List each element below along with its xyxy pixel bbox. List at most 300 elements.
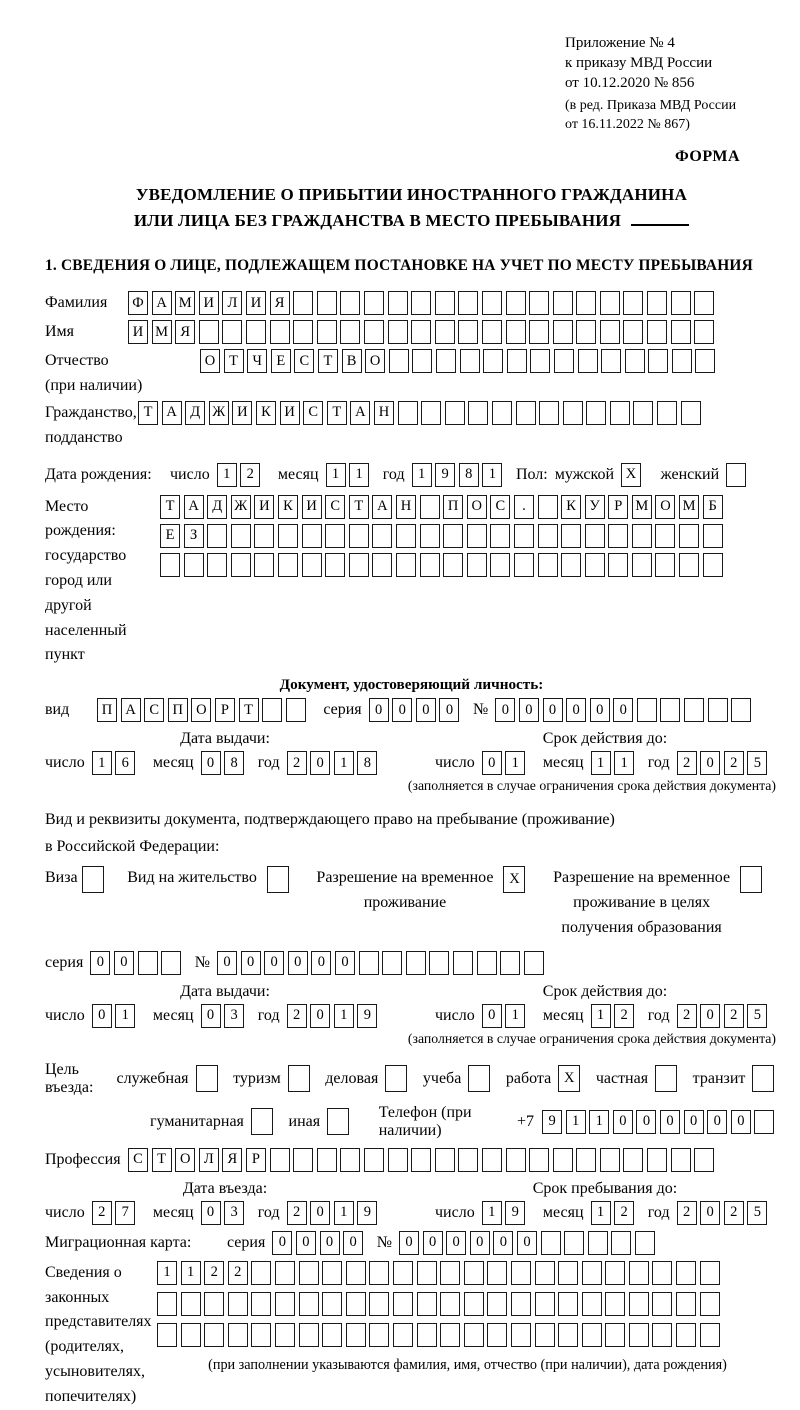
form-cell[interactable] [554,349,574,373]
form-cell[interactable] [623,1148,643,1172]
form-cell[interactable]: 0 [543,698,563,722]
form-cell[interactable] [443,524,463,548]
form-cell[interactable] [325,524,345,548]
form-cell[interactable]: 8 [224,751,244,775]
form-cell[interactable] [411,320,431,344]
form-cell[interactable] [254,524,274,548]
form-cell[interactable]: 8 [357,751,377,775]
form-cell[interactable]: М [152,320,172,344]
form-cell[interactable]: А [152,291,172,315]
form-cell[interactable] [420,553,440,577]
form-cell[interactable]: Т [349,495,369,519]
form-cell[interactable]: Т [152,1148,172,1172]
form-cell[interactable] [633,401,653,425]
form-cell[interactable] [482,1148,502,1172]
form-cell[interactable] [349,553,369,577]
form-cell[interactable]: 0 [613,1110,633,1134]
form-cell[interactable] [246,320,266,344]
form-cell[interactable]: 0 [311,951,331,975]
form-cell[interactable] [199,320,219,344]
form-cell[interactable] [535,1261,555,1285]
form-cell[interactable] [477,951,497,975]
form-cell[interactable] [464,1323,484,1347]
form-cell[interactable]: 0 [519,698,539,722]
form-cell[interactable] [412,349,432,373]
form-cell[interactable]: 1 [591,1004,611,1028]
form-cell[interactable] [421,401,441,425]
form-cell[interactable] [637,698,657,722]
form-cell[interactable] [346,1292,366,1316]
form-cell[interactable] [671,291,691,315]
form-cell[interactable] [700,1261,720,1285]
form-cell[interactable]: 6 [115,751,135,775]
form-cell[interactable] [181,1323,201,1347]
form-cell[interactable] [440,1261,460,1285]
form-cell[interactable]: В [342,349,362,373]
form-cell[interactable]: С [294,349,314,373]
form-cell[interactable] [440,1292,460,1316]
form-cell[interactable]: 2 [677,751,697,775]
form-cell[interactable] [652,1323,672,1347]
form-cell[interactable] [601,349,621,373]
form-cell[interactable] [267,866,289,893]
form-cell[interactable] [369,1323,389,1347]
form-cell[interactable] [464,1292,484,1316]
form-cell[interactable] [393,1323,413,1347]
form-cell[interactable] [514,553,534,577]
form-cell[interactable]: М [679,495,699,519]
form-cell[interactable] [585,553,605,577]
form-cell[interactable] [372,553,392,577]
form-cell[interactable]: 0 [90,951,110,975]
form-cell[interactable] [585,524,605,548]
form-cell[interactable] [576,320,596,344]
form-cell[interactable]: 2 [287,1201,307,1225]
form-cell[interactable] [458,291,478,315]
form-cell[interactable]: Н [396,495,416,519]
form-cell[interactable] [393,1261,413,1285]
form-cell[interactable] [275,1292,295,1316]
form-cell[interactable] [635,1231,655,1255]
form-cell[interactable] [610,401,630,425]
form-cell[interactable] [605,1292,625,1316]
form-cell[interactable]: К [256,401,276,425]
form-cell[interactable] [511,1292,531,1316]
form-cell[interactable] [629,1292,649,1316]
form-cell[interactable]: О [655,495,675,519]
form-cell[interactable] [752,1065,774,1092]
form-cell[interactable] [389,349,409,373]
form-cell[interactable] [553,320,573,344]
form-cell[interactable]: М [175,291,195,315]
form-cell[interactable]: 0 [310,751,330,775]
form-cell[interactable] [487,1261,507,1285]
form-cell[interactable] [161,951,181,975]
form-cell[interactable]: X [503,866,525,893]
form-cell[interactable]: М [632,495,652,519]
form-cell[interactable]: С [303,401,323,425]
form-cell[interactable]: 5 [747,1004,767,1028]
form-cell[interactable] [529,320,549,344]
form-cell[interactable] [676,1261,696,1285]
form-cell[interactable]: Т [224,349,244,373]
form-cell[interactable] [275,1323,295,1347]
form-cell[interactable]: 2 [724,1004,744,1028]
form-cell[interactable]: 1 [566,1110,586,1134]
form-cell[interactable]: 5 [747,751,767,775]
form-cell[interactable]: 0 [446,1231,466,1255]
form-cell[interactable]: 1 [326,463,346,487]
form-cell[interactable]: С [144,698,164,722]
form-cell[interactable] [346,1323,366,1347]
form-cell[interactable] [558,1323,578,1347]
form-cell[interactable]: 0 [700,751,720,775]
form-cell[interactable]: 1 [482,1201,502,1225]
form-cell[interactable] [322,1323,342,1347]
form-cell[interactable]: 1 [614,751,634,775]
form-cell[interactable] [396,524,416,548]
form-cell[interactable] [385,1065,407,1092]
form-cell[interactable] [629,1261,649,1285]
form-cell[interactable] [420,524,440,548]
form-cell[interactable] [695,349,715,373]
form-cell[interactable] [302,524,322,548]
form-cell[interactable] [406,951,426,975]
form-cell[interactable]: И [128,320,148,344]
form-cell[interactable] [611,1231,631,1255]
form-cell[interactable] [270,320,290,344]
form-cell[interactable]: 1 [412,463,432,487]
form-cell[interactable] [514,524,534,548]
form-cell[interactable]: С [325,495,345,519]
form-cell[interactable]: Е [160,524,180,548]
form-cell[interactable]: 0 [264,951,284,975]
form-cell[interactable]: 2 [92,1201,112,1225]
form-cell[interactable]: 3 [224,1004,244,1028]
form-cell[interactable] [506,291,526,315]
form-cell[interactable]: А [184,495,204,519]
form-cell[interactable] [506,320,526,344]
form-cell[interactable] [564,1231,584,1255]
form-cell[interactable] [539,401,559,425]
form-cell[interactable]: 1 [181,1261,201,1285]
form-cell[interactable]: 0 [201,1201,221,1225]
form-cell[interactable]: 1 [334,1004,354,1028]
form-cell[interactable]: 0 [369,698,389,722]
form-cell[interactable] [671,1148,691,1172]
form-cell[interactable] [429,951,449,975]
form-cell[interactable]: И [246,291,266,315]
form-cell[interactable] [672,349,692,373]
form-cell[interactable]: 1 [591,751,611,775]
form-cell[interactable] [608,524,628,548]
form-cell[interactable] [538,553,558,577]
form-cell[interactable] [538,495,558,519]
form-cell[interactable]: 1 [482,463,502,487]
form-cell[interactable] [731,698,751,722]
form-cell[interactable] [582,1261,602,1285]
form-cell[interactable] [228,1323,248,1347]
form-cell[interactable] [467,553,487,577]
form-cell[interactable]: С [490,495,510,519]
form-cell[interactable] [160,553,180,577]
form-cell[interactable] [511,1261,531,1285]
form-cell[interactable]: О [467,495,487,519]
form-cell[interactable] [703,524,723,548]
form-cell[interactable] [302,553,322,577]
form-cell[interactable] [492,401,512,425]
form-cell[interactable] [487,1323,507,1347]
form-cell[interactable] [222,320,242,344]
form-cell[interactable] [740,866,762,893]
form-cell[interactable] [417,1292,437,1316]
form-cell[interactable] [647,1148,667,1172]
form-cell[interactable]: Я [175,320,195,344]
form-cell[interactable]: 1 [334,1201,354,1225]
form-cell[interactable] [317,291,337,315]
form-cell[interactable]: С [128,1148,148,1172]
form-cell[interactable]: П [443,495,463,519]
form-cell[interactable]: 0 [320,1231,340,1255]
form-cell[interactable] [327,1108,349,1135]
form-cell[interactable] [676,1292,696,1316]
form-cell[interactable]: Я [222,1148,242,1172]
form-cell[interactable]: 0 [272,1231,292,1255]
form-cell[interactable]: . [514,495,534,519]
form-cell[interactable]: 0 [201,1004,221,1028]
form-cell[interactable] [317,320,337,344]
form-cell[interactable] [251,1261,271,1285]
form-cell[interactable]: 0 [423,1231,443,1255]
form-cell[interactable] [340,1148,360,1172]
form-cell[interactable] [694,1148,714,1172]
form-cell[interactable]: 0 [439,698,459,722]
form-cell[interactable] [500,951,520,975]
form-cell[interactable] [576,1148,596,1172]
form-cell[interactable]: 0 [482,751,502,775]
form-cell[interactable]: 1 [115,1004,135,1028]
form-cell[interactable] [629,1323,649,1347]
form-cell[interactable]: Р [215,698,235,722]
form-cell[interactable] [231,553,251,577]
form-cell[interactable]: 2 [614,1201,634,1225]
form-cell[interactable]: 0 [707,1110,727,1134]
form-cell[interactable] [487,1292,507,1316]
form-cell[interactable] [293,320,313,344]
form-cell[interactable]: 0 [700,1201,720,1225]
form-cell[interactable] [346,1261,366,1285]
form-cell[interactable]: 0 [288,951,308,975]
form-cell[interactable] [632,553,652,577]
form-cell[interactable] [586,401,606,425]
form-cell[interactable] [340,291,360,315]
form-cell[interactable]: О [200,349,220,373]
form-cell[interactable]: 7 [115,1201,135,1225]
form-cell[interactable]: 2 [228,1261,248,1285]
form-cell[interactable] [458,1148,478,1172]
form-cell[interactable] [700,1323,720,1347]
form-cell[interactable]: И [254,495,274,519]
form-cell[interactable]: 8 [459,463,479,487]
form-cell[interactable]: 0 [731,1110,751,1134]
form-cell[interactable]: О [175,1148,195,1172]
form-cell[interactable] [396,553,416,577]
form-cell[interactable] [359,951,379,975]
form-cell[interactable]: 0 [613,698,633,722]
form-cell[interactable] [369,1292,389,1316]
form-cell[interactable]: Т [239,698,259,722]
form-cell[interactable] [262,698,282,722]
form-cell[interactable] [623,291,643,315]
form-cell[interactable] [529,1148,549,1172]
form-cell[interactable] [582,1292,602,1316]
form-cell[interactable]: 1 [505,1004,525,1028]
form-cell[interactable] [388,1148,408,1172]
form-cell[interactable]: 0 [493,1231,513,1255]
form-cell[interactable] [228,1292,248,1316]
form-cell[interactable] [647,320,667,344]
form-cell[interactable] [684,698,704,722]
form-cell[interactable] [506,1148,526,1172]
form-cell[interactable] [553,1148,573,1172]
form-cell[interactable]: Б [703,495,723,519]
form-cell[interactable]: 1 [505,751,525,775]
form-cell[interactable] [623,320,643,344]
form-cell[interactable] [553,291,573,315]
form-cell[interactable] [325,553,345,577]
form-cell[interactable]: 1 [217,463,237,487]
form-cell[interactable] [207,524,227,548]
form-cell[interactable] [293,291,313,315]
form-cell[interactable]: 0 [636,1110,656,1134]
form-cell[interactable]: Н [374,401,394,425]
form-cell[interactable] [417,1261,437,1285]
form-cell[interactable] [288,1065,310,1092]
form-cell[interactable]: Р [246,1148,266,1172]
form-cell[interactable] [286,698,306,722]
form-cell[interactable] [600,1148,620,1172]
form-cell[interactable]: 0 [114,951,134,975]
form-cell[interactable] [436,349,456,373]
form-cell[interactable]: 1 [591,1201,611,1225]
form-cell[interactable] [251,1108,273,1135]
form-cell[interactable]: 2 [677,1004,697,1028]
form-cell[interactable] [655,524,675,548]
form-cell[interactable] [278,524,298,548]
form-cell[interactable]: 1 [92,751,112,775]
form-cell[interactable]: О [365,349,385,373]
form-cell[interactable]: П [97,698,117,722]
form-cell[interactable] [411,1148,431,1172]
form-cell[interactable]: 3 [224,1201,244,1225]
form-cell[interactable]: К [561,495,581,519]
form-cell[interactable] [483,349,503,373]
form-cell[interactable] [417,1323,437,1347]
form-cell[interactable] [541,1231,561,1255]
form-cell[interactable]: О [191,698,211,722]
form-cell[interactable] [600,291,620,315]
form-cell[interactable] [299,1323,319,1347]
form-cell[interactable] [578,349,598,373]
form-cell[interactable] [660,698,680,722]
form-cell[interactable] [278,553,298,577]
form-cell[interactable] [708,698,728,722]
form-cell[interactable] [82,866,104,893]
form-cell[interactable] [676,1323,696,1347]
form-cell[interactable]: 5 [747,1201,767,1225]
form-cell[interactable] [458,320,478,344]
form-cell[interactable] [535,1292,555,1316]
form-cell[interactable]: Ч [247,349,267,373]
form-cell[interactable] [694,320,714,344]
form-cell[interactable] [468,401,488,425]
form-cell[interactable] [608,553,628,577]
form-cell[interactable] [420,495,440,519]
form-cell[interactable]: Т [327,401,347,425]
form-cell[interactable]: 2 [287,751,307,775]
form-cell[interactable] [181,1292,201,1316]
form-cell[interactable] [507,349,527,373]
form-cell[interactable] [655,1065,677,1092]
form-cell[interactable] [445,401,465,425]
form-cell[interactable]: 9 [357,1201,377,1225]
form-cell[interactable] [204,1323,224,1347]
form-cell[interactable]: 0 [416,698,436,722]
form-cell[interactable]: 0 [201,751,221,775]
form-cell[interactable]: 2 [724,751,744,775]
form-cell[interactable] [582,1323,602,1347]
form-cell[interactable]: А [350,401,370,425]
form-cell[interactable]: Я [270,291,290,315]
form-cell[interactable] [524,951,544,975]
form-cell[interactable] [388,320,408,344]
form-cell[interactable] [460,349,480,373]
form-cell[interactable]: 0 [335,951,355,975]
form-cell[interactable]: П [168,698,188,722]
form-cell[interactable] [535,1323,555,1347]
form-cell[interactable] [157,1323,177,1347]
form-cell[interactable] [411,291,431,315]
form-cell[interactable] [207,553,227,577]
form-cell[interactable]: 0 [241,951,261,975]
form-cell[interactable] [530,349,550,373]
form-cell[interactable] [340,320,360,344]
form-cell[interactable]: И [199,291,219,315]
form-cell[interactable]: И [280,401,300,425]
form-cell[interactable] [372,524,392,548]
form-cell[interactable] [293,1148,313,1172]
form-cell[interactable] [157,1292,177,1316]
form-cell[interactable] [605,1261,625,1285]
form-cell[interactable] [655,553,675,577]
form-cell[interactable]: 2 [240,463,260,487]
form-cell[interactable]: Ж [209,401,229,425]
form-cell[interactable]: К [278,495,298,519]
form-cell[interactable] [703,553,723,577]
form-cell[interactable] [726,463,746,487]
form-cell[interactable]: 9 [435,463,455,487]
form-cell[interactable]: 0 [92,1004,112,1028]
form-cell[interactable] [700,1292,720,1316]
form-cell[interactable]: Т [160,495,180,519]
form-cell[interactable]: 9 [542,1110,562,1134]
form-cell[interactable]: 0 [660,1110,680,1134]
form-cell[interactable] [322,1292,342,1316]
form-cell[interactable] [563,401,583,425]
form-cell[interactable] [648,349,668,373]
form-cell[interactable] [299,1292,319,1316]
form-cell[interactable] [398,401,418,425]
